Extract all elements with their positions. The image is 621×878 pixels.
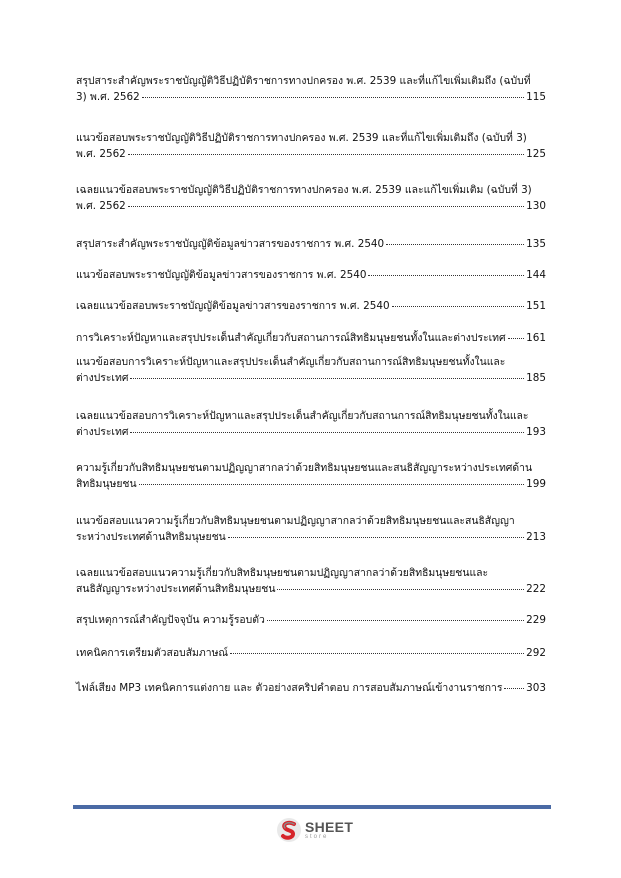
toc-entry[interactable] <box>76 330 546 346</box>
toc-page-number: 130 <box>526 200 546 213</box>
dot-leader <box>230 653 524 654</box>
toc-page-number: 185 <box>526 372 546 385</box>
toc-entry-title-line: สรุปสาระสำคัญพระราชบัญญัติวิธีปฏิบัติราชการทางปกครอง พ.ศ. 2539 และที่แก้ไขเพิ่มเติมถึง (ฉบับที่ <box>76 75 531 87</box>
toc-entry-title-line: สิทธิมนุษยชน <box>76 478 137 491</box>
toc-entry[interactable] <box>76 460 546 492</box>
sheet-store-logo-icon <box>276 817 302 843</box>
toc-entry[interactable] <box>76 680 546 696</box>
toc-page-number: 125 <box>526 148 546 161</box>
brand-name: SHEET <box>305 819 354 835</box>
toc-page-number: 222 <box>526 583 546 596</box>
toc-entry-title-line: 3) พ.ศ. 2562 <box>76 91 140 104</box>
toc-page-number: 144 <box>526 269 546 281</box>
toc-entry-title-line: พ.ศ. 2562 <box>76 200 126 213</box>
dot-leader <box>142 97 524 98</box>
toc-entry-title-line: ความรู้เกี่ยวกับสิทธิมนุษยชนตามปฏิญญาสากลว่าด้วยสิทธิมนุษยชนและสนธิสัญญาระหว่างประเทศด้าน <box>76 462 533 474</box>
brand-sub: store <box>305 834 329 840</box>
toc-entry-title-line: สนธิสัญญาระหว่างประเทศด้านสิทธิมนุษยชน <box>76 583 276 596</box>
toc-entry-title-line: สรุปสาระสำคัญพระราชบัญญัติข้อมูลข่าวสารของราชการ พ.ศ. 2540 <box>76 238 385 250</box>
toc-page-number: 135 <box>526 238 546 250</box>
dot-leader <box>392 306 525 307</box>
toc-entry-title-line: ระหว่างประเทศด้านสิทธิมนุษยชน <box>76 531 226 544</box>
dot-leader <box>128 154 524 155</box>
toc-entry-title-line: เทคนิคการเตรียมตัวสอบสัมภาษณ์ <box>76 647 229 659</box>
toc-entry[interactable] <box>76 565 546 597</box>
dot-leader <box>267 620 524 621</box>
toc-page-number: 303 <box>526 682 546 694</box>
toc-entry-title-line: เฉลยแนวข้อสอบแนวความรู้เกี่ยวกับสิทธิมนุษยชนตามปฏิญญาสากลว่าด้วยสิทธิมนุษยชนและ <box>76 567 489 579</box>
toc-page-number: 161 <box>526 332 546 344</box>
dot-leader <box>128 206 524 207</box>
toc-entry[interactable] <box>76 73 546 105</box>
toc-entry-title-line: ต่างประเทศ <box>76 426 129 439</box>
toc-entry-title-line: พ.ศ. 2562 <box>76 148 126 161</box>
toc-entry-title-line: ไฟล์เสียง MP3 เทคนิคการแต่งกาย และ ตัวอย่างสคริปคำตอบ การสอบสัมภาษณ์เข้างานราชการ <box>76 682 503 694</box>
dot-leader <box>277 589 524 590</box>
toc-entry[interactable] <box>76 612 546 628</box>
toc-entry-title-line: เฉลยแนวข้อสอบพระราชบัญญัติวิธีปฏิบัติราชการทางปกครอง พ.ศ. 2539 และแก้ไขเพิ่มเติม (ฉบับที่ 3) <box>76 184 532 196</box>
toc-entry-title-line: สรุปเหตุการณ์สำคัญปัจจุบัน ความรู้รอบตัว <box>76 614 265 626</box>
toc-entry-title-line: เฉลยแนวข้อสอบพระราชบัญญัติข้อมูลข่าวสารของราชการ พ.ศ. 2540 <box>76 300 390 312</box>
toc-entry-title-line: ต่างประเทศ <box>76 372 129 385</box>
toc-entry[interactable] <box>76 354 546 386</box>
toc-page-number: 199 <box>526 478 546 491</box>
toc-entry-title-line: แนวข้อสอบการวิเคราะห์ปัญหาและสรุปประเด็นสำคัญเกี่ยวกับสถานการณ์สิทธิมนุษยชนทั้งในและ <box>76 356 506 368</box>
dot-leader <box>130 378 524 379</box>
dot-leader <box>228 537 524 538</box>
toc-page-number: 115 <box>526 91 546 104</box>
dot-leader <box>130 432 524 433</box>
toc-entry-title-line: แนวข้อสอบพระราชบัญญัติวิธีปฏิบัติราชการทางปกครอง พ.ศ. 2539 และที่แก้ไขเพิ่มเติมถึง (ฉบับที่ 3) <box>76 132 527 144</box>
toc-entry-title-line: เฉลยแนวข้อสอบการวิเคราะห์ปัญหาและสรุปประเด็นสำคัญเกี่ยวกับสถานการณ์สิทธิมนุษยชนทั้งในและ <box>76 410 529 422</box>
dot-leader <box>508 338 525 339</box>
sheet-store-logo <box>276 817 353 843</box>
toc-entry[interactable] <box>76 408 546 440</box>
dot-leader <box>386 244 524 245</box>
toc-entry[interactable] <box>76 645 546 661</box>
toc-page-number: 292 <box>526 647 546 659</box>
dot-leader <box>139 484 525 485</box>
toc-page-number: 193 <box>526 426 546 439</box>
toc-page-number: 229 <box>526 614 546 626</box>
toc-page-number: 213 <box>526 531 546 544</box>
dot-leader <box>368 275 524 276</box>
toc-entry[interactable] <box>76 298 546 314</box>
toc-entry[interactable] <box>76 513 546 545</box>
toc-entry[interactable] <box>76 267 546 283</box>
toc-entry-title-line: แนวข้อสอบแนวความรู้เกี่ยวกับสิทธิมนุษยชนตามปฏิญญาสากลว่าด้วยสิทธิมนุษยชนและสนธิสัญญา <box>76 515 515 527</box>
toc-page-number: 151 <box>526 300 546 312</box>
dot-leader <box>504 688 524 689</box>
toc-entry-title-line: การวิเคราะห์ปัญหาและสรุปประเด็นสำคัญเกี่ยวกับสถานการณ์สิทธิมนุษยชนทั้งในและต่างประเทศ <box>76 332 506 344</box>
footer-rule <box>73 805 551 809</box>
toc-entry-title-line: แนวข้อสอบพระราชบัญญัติข้อมูลข่าวสารของราชการ พ.ศ. 2540 <box>76 269 367 281</box>
toc-entry[interactable] <box>76 182 546 214</box>
toc-entry[interactable] <box>76 130 546 162</box>
toc-entry[interactable] <box>76 236 546 252</box>
